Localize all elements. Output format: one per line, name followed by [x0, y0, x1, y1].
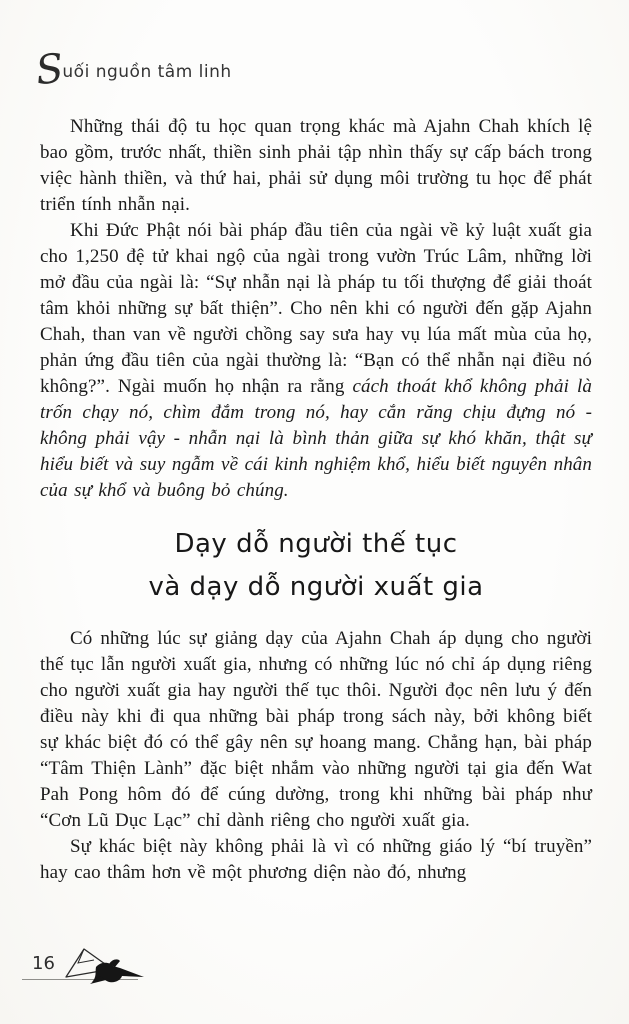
bird-sketch-icon — [54, 946, 146, 986]
paragraph-attitudes: Những thái độ tu học quan trọng khác mà Ajahn Chah khích lệ bao gồm, trước nhất, thiền sinh phải tập nhìn thấy sự cấp bách trong việc hành thiền, và thứ hai, phải sử dụng môi trường tu học để phát triển tính nhẫn nại. — [40, 116, 592, 215]
section-heading — [40, 523, 592, 609]
paragraph-laypeople-monastics: Có những lúc sự giảng dạy của Ajahn Chah áp dụng cho người thế tục lẫn người xuất gia, nhưng có những lúc nó chỉ áp dụng riêng cho người xuất gia hay người thế tục thôi. Người đọc nên lưu ý đến điều này khi đi qua những bài pháp trong sách này, bởi không biết sự khác biệt đó có thể gây nên sự hoang mang. Chẳng hạn, bài pháp “Tâm Thiện Lành” đặc biệt nhắm vào những người tại gia đến Wat Pah Pong hôm đó để cúng dường, trong khi những bài pháp như “Cơn Lũ Dục Lạc” chỉ dành riêng cho người xuất gia. — [40, 628, 592, 831]
section-heading-line1: Dạy dỗ người thế tục — [174, 529, 458, 559]
page-body — [40, 114, 592, 886]
paragraph-patience-italic-text: cách thoát khổ không phải là trốn chạy nó, chìm đắm trong nó, hay cắn răng chịu đựng nó - không phải vậy - nhẫn nại là bình thản giữa sự khó khăn, thật sự hiểu biết và suy ngẫm về cái kinh nghiệm khổ, hiểu biết nguyên nhân của sự khổ và buông bỏ chúng. — [40, 376, 592, 501]
page-number: 16 — [32, 953, 55, 974]
header-decorative-initial: S — [33, 45, 65, 95]
running-header — [33, 45, 232, 96]
page-footer — [22, 946, 162, 990]
section-heading-line2: và dạy dỗ người xuất gia — [148, 572, 484, 602]
header-book-title: uối nguồn tâm linh — [62, 62, 232, 82]
paragraph-difference: Sự khác biệt này không phải là vì có những giáo lý “bí truyền” hay cao thâm hơn về một phương diện nào đó, nhưng — [40, 836, 592, 883]
paragraph-patience-normal-text: Khi Đức Phật nói bài pháp đầu tiên của ngài về kỷ luật xuất gia cho 1,250 đệ tử khai ngộ của ngài trong vườn Trúc Lâm, những lời mở đầu của ngài là: “Sự nhẫn nại là pháp tu tối thượng để giải thoát tâm khỏi những sự bất thiện”. Cho nên khi có người đến gặp Ajahn Chah, than van về người chồng say sưa hay vụ lúa mất mùa của họ, phản ứng đầu tiên của ngài thường là: “Bạn có thể nhẫn nại điều nó không?”. Ngài muốn họ nhận ra rằng — [40, 220, 592, 397]
paragraph-patience — [40, 218, 592, 504]
